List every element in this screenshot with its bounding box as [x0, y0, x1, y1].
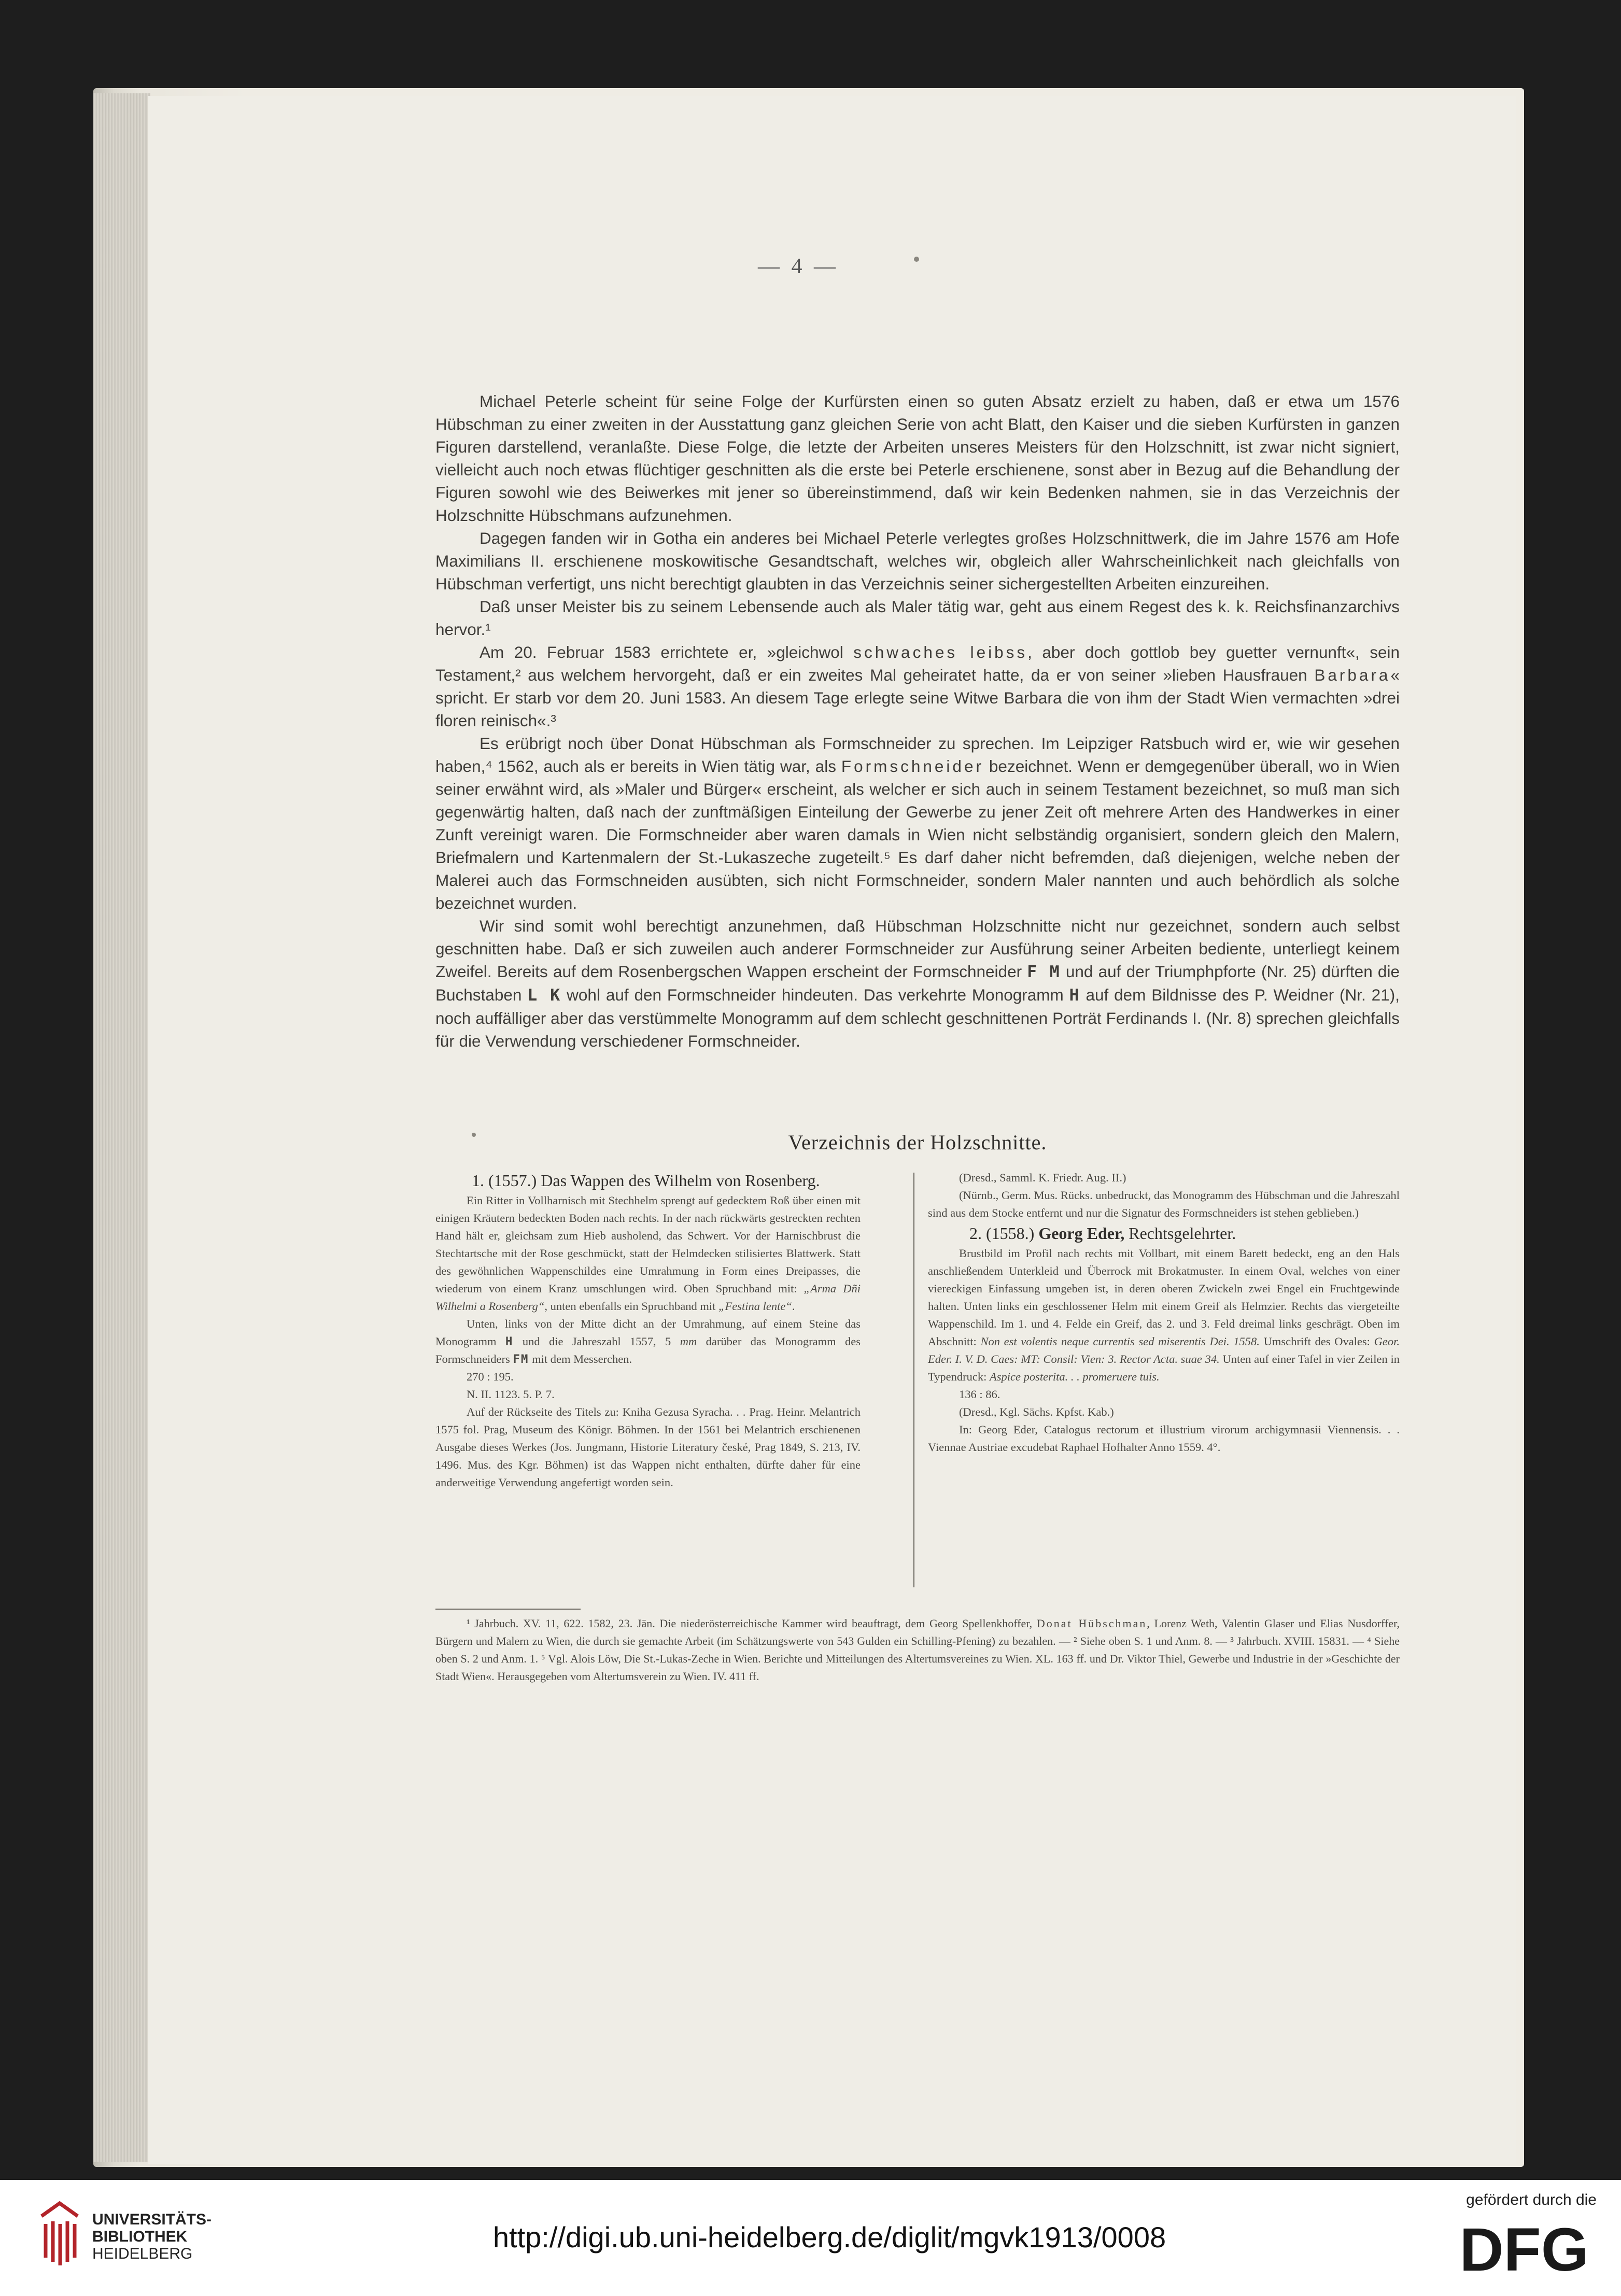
text-run: wohl auf den Formschneider hindeuten. Das verkehrte Monogramm: [567, 985, 1064, 1004]
collection-note: (Dresd., Samml. K. Friedr. Aug. II.): [959, 1171, 1126, 1184]
latin-inscription: „Festina lente“: [718, 1300, 792, 1313]
catalog-column-right: [928, 1169, 1400, 1456]
text-run: Es erübrigt noch über Donat Hübschman als Formschneider zu sprechen. Im Leipziger Ratsbuch wird er, wie wir gesehen haben,⁴ 1562, auch als er bereits in Wien tätig war, als: [435, 734, 1400, 776]
entry-name: Georg Eder,: [1038, 1224, 1125, 1243]
entry-heading: [928, 1222, 1400, 1245]
entry-reference: N. II. 1123. 5. P. 7.: [467, 1388, 555, 1401]
collection-note: (Dresd., Kgl. Sächs. Kpfst. Kab.): [959, 1405, 1114, 1418]
viewer-footer: [0, 2180, 1621, 2296]
text-run: « spricht. Er starb vor dem 20. Juni 1583. An diesem Tage erlegte seine Witwe Barbara die von ihm der Stadt Wien vermachten »drei floren reinisch«.³: [435, 666, 1400, 730]
collection-note: (Nürnb., Germ. Mus. Rücks. unbedruckt, das Monogramm des Hübschman und die Jahreszahl sind aus dem Stocke entfernt und nur die Signatur des Formschneiders ist stehen geblieben.): [928, 1189, 1400, 1219]
unit: mm: [680, 1335, 697, 1348]
footnotes: [435, 1615, 1400, 1685]
page-edges: [93, 93, 150, 2162]
latin-inscription: Geor. Eder. I. V. D. Caes: MT: Consil: Vien: 3. Rector Acta. suae 34.: [928, 1335, 1400, 1365]
paragraph: [435, 914, 1400, 1052]
text-run: Brustbild im Profil nach rechts mit Vollbart, mit einem Barett bedeckt, eng an den Hals anschließendem Unterkleid und Überrock mit Brokatmuster. In einem Oval, welches von einer viereckigen Einfassung umgeben ist, in deren oberen Zwickeln zwei Engel ein Fruchtgewinde halten. Unten links ein geschlossener Helm mit einem Greif als Helmzier. Rechts das viergeteilte Wappenschild. Im 1. und 4. Felde ein Greif, das 2. und 3. Feld dreimal links geschrägt. Oben im Abschnitt:: [928, 1247, 1400, 1348]
text-run: Wir sind somit wohl berechtigt anzunehmen, daß Hübschman Holzschnitte nicht nur gezeichnet, sondern auch selbst geschnitten habe. Daß er sich zuweilen auch anderer Formschneider zur Ausführung seiner Arbeiten bediente, unterliegt keinem Zweifel. Bereits auf dem Rosenbergschen Wappen erscheint der Formschneider: [435, 917, 1400, 981]
paragraph: Michael Peterle scheint für seine Folge der Kurfürsten einen so guten Absatz erzielt zu haben, daß er etwa um 1576 Hübschman zu einer zweiten in der Ausstattung ganz gleichen Serie von acht Blatt, den Kaiser und die sieben Kurfürsten in ganzen Figuren darstellend, veranlaßte. Diese Folge, die letzte der Arbeiten unseres Meisters für den Holzschnitt, ist zwar nicht signiert, vielleicht auch noch etwas flüchtiger geschnitten als die erste bei Peterle erschienene, sonst aber in Bezug auf die Behandlung der Figuren sowohl wie des Beiwerkes mit jener so übereinstimmend, daß wir kein Bedenken nahmen, sie in das Verzeichnis der Holzschnitte Hübschmans aufzunehmen.: [435, 392, 1400, 525]
column-divider: [913, 1173, 914, 1587]
section-title: Verzeichnis der Holzschnitte.: [788, 1131, 1047, 1154]
text-run: Umschrift des Ovales:: [1263, 1335, 1370, 1348]
monogram-fm: FM: [513, 1353, 529, 1366]
print-speck: [472, 1133, 476, 1137]
library-name[interactable]: [92, 2211, 212, 2262]
university-library-logo-icon[interactable]: [36, 2195, 83, 2271]
spaced-text: Donat Hübschman: [1036, 1617, 1147, 1630]
dfg-logo-icon[interactable]: [1446, 2216, 1602, 2278]
entry-size: 136 : 86.: [959, 1388, 1000, 1401]
spaced-text: schwaches leibss: [853, 643, 1028, 661]
text-run: mit dem Messerchen.: [532, 1353, 632, 1365]
text-run: Ein Ritter in Vollharnisch mit Stechhelm sprengt auf gedecktem Roß über einen mit einigen Kräutern bedeckten Boden nach rechts. In der nach rückwärts gestreckten rechten Hand hält er, gleichsam zum Hieb ausholend, das Schwert. Vor der Harnischbrust die Stechtartsche mit der Rose geschmückt, statt der Helmdecken stilisiertes Blattwerk. Statt des gewöhnlichen Wappenschildes eine Umrahmung in Form eines Dreipasses, die wiederum von einem Kranz umschlungen wird. Oben Spruchband mit:: [435, 1194, 861, 1295]
paragraph: Daß unser Meister bis zu seinem Lebensende auch als Maler tätig war, geht aus einem Regest des k. k. Reichsfinanzarchivs hervor.¹: [435, 597, 1400, 639]
entry-description: Auf der Rückseite des Titels zu: Kniha Gezusa Syracha. . . Prag. Heinr. Melantrich 1575 fol. Prag, Museum des Königr. Böhmen. In der 1561 bei Melantrich erschienenen Ausgabe dieses Werkes (Jos. Jungmann, Historie Literatury české, Prag 1849, S. 213, IV. 1496. Mus. des Kgr. Böhmen) ist das Wappen nicht enthalten, dürfte daher für eine anderweitige Verwendung angefertigt worden sein.: [435, 1405, 861, 1489]
entry-description: [928, 1245, 1400, 1386]
library-name-line: HEIDELBERG: [92, 2245, 193, 2262]
text-run: auf dem Bildnisse des P. Weidner (Nr. 21), noch auffälliger aber das verstümmelte Monogramm auf dem schlecht geschnittenen Porträt Ferdinands I. (Nr. 8) sprechen gleichfalls für die Verwendung verschiedener Formschneider.: [435, 985, 1400, 1050]
spaced-text: Barbara: [1314, 666, 1391, 684]
text-run: 2. (1558.): [969, 1224, 1035, 1243]
library-name-line: BIBLIOTHEK: [92, 2228, 188, 2245]
text-run: darüber das Monogramm des Formschneiders: [435, 1335, 861, 1365]
print-speck: [914, 257, 919, 262]
monogram-h: H: [505, 1335, 514, 1348]
entry-size: 270 : 195.: [467, 1370, 514, 1383]
text-run: Rechtsgelehrter.: [1129, 1224, 1236, 1243]
dfg-logo-text: DFG: [1459, 2216, 1589, 2278]
catalog-column-left: [435, 1169, 861, 1491]
latin-inscription: Aspice posterita. . . promeruere tuis.: [990, 1370, 1160, 1383]
monogram-lk: L K: [527, 986, 561, 1005]
entry-description: [435, 1315, 861, 1368]
text-run: Unten auf einer Tafel in vier Zeilen in Typendruck:: [928, 1353, 1400, 1383]
permalink-url[interactable]: http://digi.ub.uni-heidelberg.de/diglit/mgvk1913/0008: [492, 2221, 1166, 2253]
main-text: [435, 390, 1400, 1052]
latin-inscription: „Arma Dñi Wilhelmi a Rosenberg“: [435, 1282, 861, 1313]
text-run: , Lorenz Weth, Valentin Glaser und Elias Nusdorffer, Bürgern und Malern zu Wien, die durch sie gemachte Arbeit (im Schätzungswerte von 543 Gulden ein Schilling-Pfening) zu bezahlen. — ² Siehe oben S. 1 und Anm. 8. — ³ Jahrbuch. XVIII. 15831. — ⁴ Siehe oben S. 2 und Anm. 1. ⁵ Vgl. Alois Löw, Die St.-Lukas-Zeche in Wien. Berichte und Mitteilungen des Altertumsvereines zu Wien. XL. 163 ff. und Dr. Viktor Thiel, Gewerbe und Industrie in der »Geschichte der Stadt Wien«. Herausgegeben vom Altertumsverein zu Wien. IV. 411 ff.: [435, 1617, 1400, 1683]
text-run: ¹ Jahrbuch. XV. 11, 622. 1582, 23. Jän. Die niederösterreichische Kammer wird beauftragt, dem Georg Spellenkhoffer,: [467, 1617, 1033, 1630]
paragraph: Dagegen fanden wir in Gotha ein anderes bei Michael Peterle verlegtes großes Holzschnittwerk, die im Jahre 1576 am Hofe Maximilians II. erschienene moskowitische Gesandtschaft, welches wir, obgleich aller Wahrscheinlichkeit nach gleichfalls von Hübschman verfertigt, uns nicht berechtigt glaubten in das Verzeichnis seiner sichergestellten Arbeiten einzureihen.: [435, 529, 1400, 593]
text-run: .: [792, 1300, 795, 1313]
monogram-hd: H: [1069, 986, 1080, 1005]
text-run: Unten, links von der Mitte dicht an der Umrahmung, auf einem Steine das Monogramm: [435, 1317, 861, 1348]
entry-heading: 1. (1557.) Das Wappen des Wilhelm von Rosenberg.: [472, 1171, 820, 1190]
monogram-fm: F M: [1027, 963, 1061, 981]
footnote-rule: [435, 1609, 581, 1610]
paragraph: [435, 732, 1400, 914]
entry-description: [435, 1192, 861, 1315]
text-run: , unten ebenfalls ein Spruchband mit: [544, 1300, 716, 1313]
text-run: und auf der Triumphpforte (Nr. 25) dürften die Buchstaben: [435, 962, 1400, 1004]
paragraph: [435, 641, 1400, 732]
footnote: [435, 1615, 1400, 1685]
library-name-line: UNIVERSITÄTS-: [92, 2211, 212, 2228]
page-number: — 4 —: [758, 255, 839, 278]
entry-description: In: Georg Eder, Catalogus rectorum et illustrium virorum archigymnasii Viennensis. . . Viennae Austriae excudebat Raphael Hofhalter Anno 1559. 4°.: [928, 1423, 1400, 1454]
text-run: bezeichnet. Wenn er demgegenüber überall, wo in Wien seiner erwähnt wird, als »Maler und Bürger« erscheint, als welcher er sich auch in seinem Testament bezeichnet, so muß man sich gegenwärtig halten, daß nach der zunftmäßigen Einteilung der Gewerbe zu jener Zeit oft mehrere Arten des Handwerkes in einer Zunft vereinigt waren. Die Formschneider aber waren damals in Wien nicht selbständig organisiert, sondern gleich den Malern, Briefmalern und Kartenmalern der St.-Lukaszeche zugeteilt.⁵ Es darf daher nicht befremden, daß diejenigen, welche neben der Malerei auch das Formschneiden ausübten, sich nicht Formschneider, sondern Maler nannten und auch behördlich als solche bezeichnet wurden.: [435, 757, 1400, 912]
latin-inscription: Non est volentis neque currentis sed miserentis Dei. 1558.: [980, 1335, 1260, 1348]
spaced-text: Formschneider: [841, 757, 984, 776]
text-run: und die Jahreszahl 1557, 5: [522, 1335, 671, 1348]
funding-label: gefördert durch die: [1466, 2191, 1597, 2208]
text-run: , aber doch gottlob bey guetter vernunft«, sein Testament,² aus welchem hervorgeht, daß er ein zweites Mal geheiratet hatte, da er von seiner »lieben Hausfrauen: [435, 643, 1400, 684]
text-run: Am 20. Februar 1583 errichtete er, »gleichwol: [480, 643, 843, 661]
